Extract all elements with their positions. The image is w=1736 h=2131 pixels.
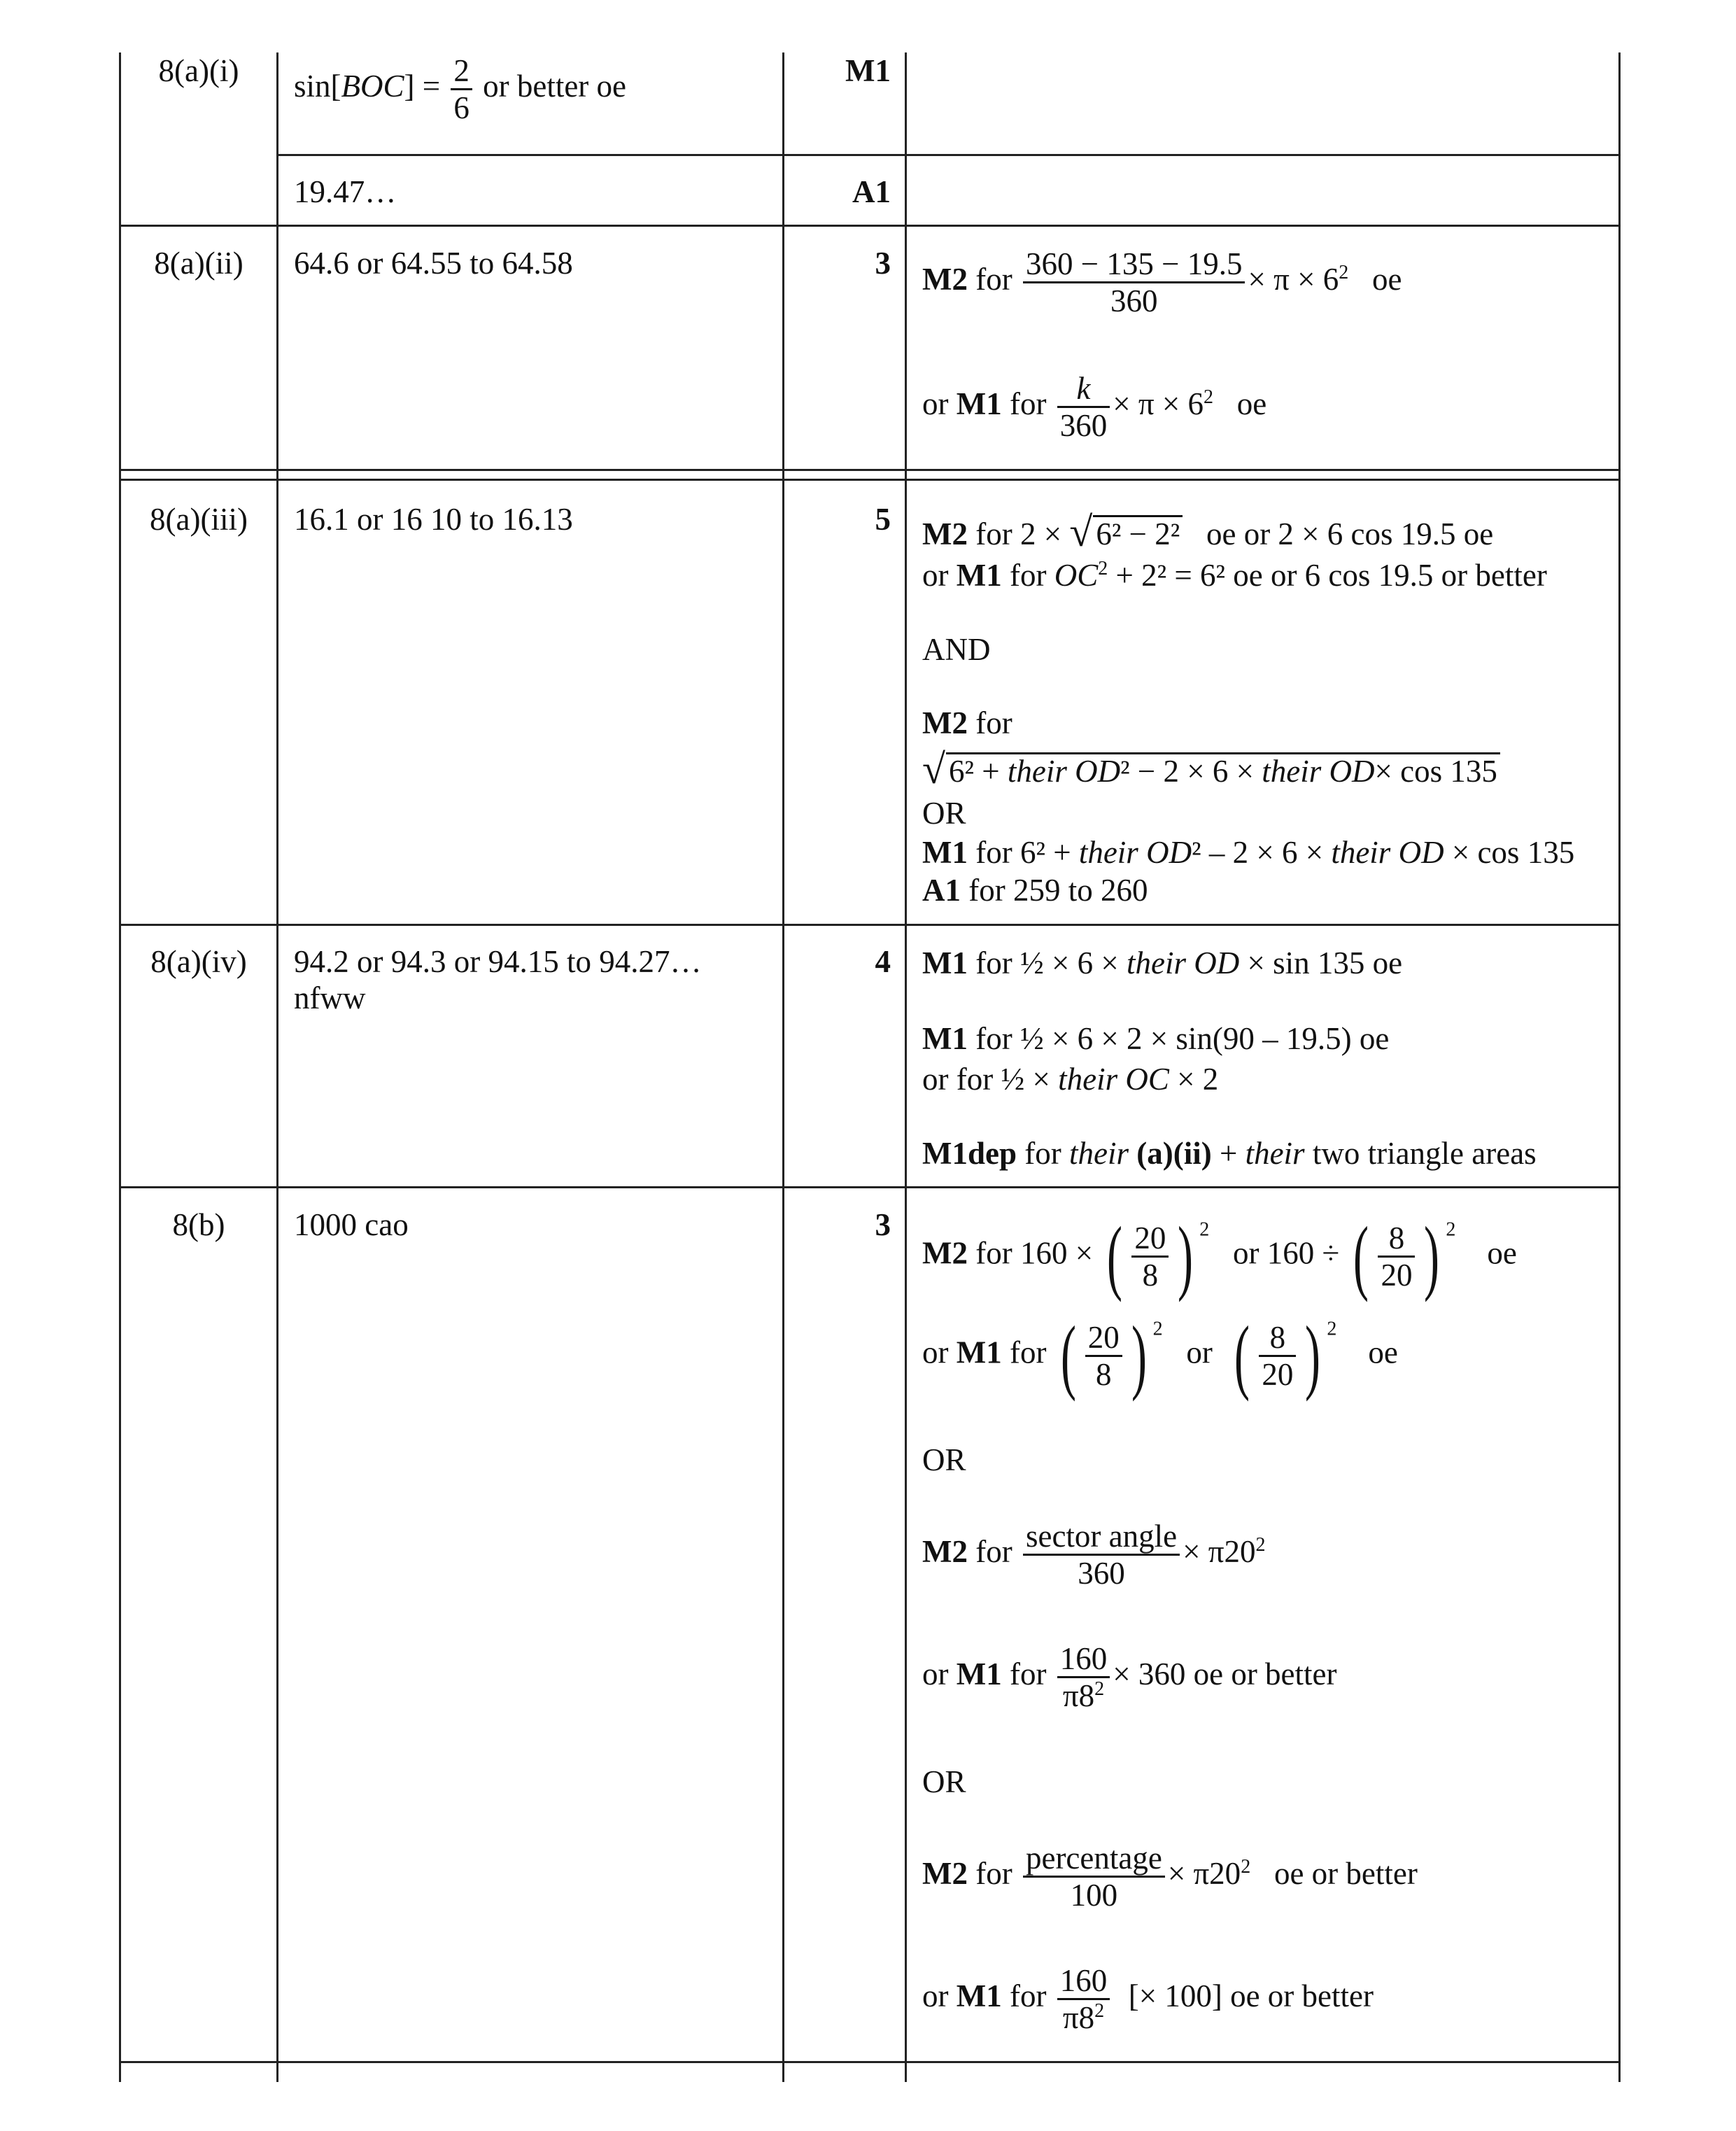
guidance-text: for 259 to 260 — [968, 873, 1148, 908]
guidance-m2 — [922, 246, 1402, 318]
guidance-fraction — [1259, 1320, 1296, 1392]
guidance-text: × 360 oe or better — [1113, 1656, 1337, 1692]
guidance-m1 — [922, 371, 1266, 443]
mark-value: 4 — [875, 944, 891, 979]
fraction-denominator: 8 — [1095, 1356, 1112, 1392]
guidance-text: oe — [1487, 1235, 1517, 1271]
guidance-fraction: $\frac{160}{\pi 8^2}$ — [1057, 1641, 1110, 1713]
guidance-text: for 160 × — [975, 1235, 1094, 1271]
guidance-line: OR — [922, 1764, 966, 1799]
fraction-numerator: 360 − 135 − 19.5 — [1023, 246, 1245, 283]
guidance-text: + — [1219, 1136, 1238, 1171]
mark-code: M2 — [922, 1235, 968, 1271]
answer-value: 94.2 or 94.3 or 94.15 to 94.27… — [294, 944, 702, 979]
radicand: ² − 2 × 6 × — [1120, 754, 1255, 789]
guidance-line — [922, 746, 1500, 792]
guidance-line: OR — [922, 1442, 966, 1477]
their-value: their OD — [1078, 835, 1192, 870]
answer-var: BOC — [341, 68, 404, 104]
guidance-text: or 160 ÷ — [1233, 1235, 1340, 1271]
question-number: 8(a)(ii) — [154, 246, 244, 281]
fraction-denominator: 20 — [1262, 1356, 1294, 1392]
mark-value: A1 — [852, 174, 891, 209]
left-paren: ( — [1353, 1209, 1369, 1302]
guidance-var: OC — [1054, 558, 1099, 593]
mark-code: M1 — [956, 1978, 1002, 2013]
superscript: 2 — [1339, 261, 1349, 283]
radicand: × cos 135 — [1374, 754, 1497, 789]
mark-value: 3 — [875, 1207, 891, 1242]
their-value: their OD — [1262, 754, 1375, 789]
fraction-denominator: 360 — [1059, 408, 1108, 443]
guidance-fraction — [1131, 1221, 1169, 1293]
guidance-fraction: $\frac{160}{\pi 8^2}$ — [1057, 1963, 1110, 2035]
mark-code: M1 — [922, 945, 968, 980]
fraction-denominator: π8 — [1062, 1678, 1095, 1713]
guidance-text: for — [1009, 558, 1047, 593]
guidance-text: [× 100] oe or better — [1128, 1978, 1374, 2013]
guidance-line — [922, 705, 1012, 741]
mark-code: M2 — [922, 261, 968, 297]
col-line-marks — [905, 52, 907, 2082]
fraction-denominator: 8 — [1142, 1257, 1159, 1293]
guidance-text: × π20 — [1183, 1533, 1256, 1569]
mark-code: M1dep — [922, 1136, 1017, 1171]
guidance-text: × sin 135 oe — [1247, 945, 1403, 980]
answer-value: 16.1 or 16 10 to 16.13 — [294, 502, 573, 537]
right-paren: ) — [1424, 1209, 1440, 1302]
col-line-question — [276, 52, 278, 2082]
guidance-fraction — [1085, 1320, 1122, 1392]
guidance-text: × π × 6 — [1113, 386, 1204, 421]
fraction-denominator: 100 — [1070, 1878, 1118, 1913]
guidance-text: two triangle areas — [1312, 1136, 1537, 1171]
answer-value: nfww — [294, 980, 366, 1015]
row-line-aiv-end — [119, 1186, 1621, 1188]
guidance-text: or for ½ × — [922, 1062, 1050, 1097]
guidance-line: OR — [922, 796, 966, 831]
guidance-text: for — [975, 1533, 1012, 1569]
mark-code: A1 — [922, 873, 961, 908]
guidance-text: or — [922, 1978, 949, 2013]
fraction-numerator: 20 — [1085, 1320, 1122, 1357]
part-reference: (a)(ii) — [1136, 1136, 1212, 1171]
guidance-text: for — [975, 1855, 1012, 1891]
mark-code: M1 — [956, 386, 1002, 421]
guidance-line — [922, 872, 1148, 908]
fraction-numerator: percentage — [1023, 1841, 1165, 1878]
left-paren: ( — [1107, 1209, 1123, 1302]
guidance-text: ² – 2 × 6 × — [1192, 835, 1324, 870]
guidance-line — [922, 1135, 1537, 1172]
fraction-numerator: 8 — [1378, 1221, 1415, 1258]
guidance-line: M2 for 160 × ( $\frac{20}{8}$ ) $^2$ or 160 ÷ ( $\frac{8}{20}$ ) $^2$ oe — [922, 1209, 1517, 1302]
fraction-numerator: 2 — [451, 53, 472, 90]
radicand: 6² + — [949, 754, 1000, 789]
guidance-text: × π20 — [1167, 1855, 1241, 1891]
guidance-line: M2 for $\frac{\text{percentage}}{100}$ × $\pi 20^2$ oe or better — [922, 1841, 1418, 1913]
mark-code: M1 — [956, 1656, 1002, 1692]
guidance-fraction — [1023, 1841, 1165, 1913]
guidance-text: oe — [1236, 386, 1267, 421]
mark-code: M2 — [922, 705, 968, 740]
answer-suffix: or better oe — [483, 68, 627, 104]
answer-fraction — [451, 53, 472, 125]
superscript: 2 — [1199, 1218, 1210, 1241]
guidance-fraction — [1023, 246, 1245, 318]
guidance-text: or — [922, 1656, 949, 1692]
right-paren: ) — [1305, 1309, 1321, 1402]
mark-value: M1 — [845, 53, 891, 88]
right-paren: ) — [1131, 1309, 1147, 1402]
guidance-line — [922, 834, 1574, 871]
mark-value: 5 — [875, 502, 891, 537]
fraction-denominator: π8 — [1062, 2000, 1095, 2035]
guidance-text: × π × 6 — [1248, 261, 1339, 297]
answer-mid: ] = — [404, 68, 441, 104]
guidance-text: for — [1009, 1978, 1047, 2013]
guidance-text: or — [922, 386, 949, 421]
fraction-denominator: 360 — [1110, 283, 1158, 318]
guidance-line: or M1 for $OC^2 + 2^2 = 6^2$ oe or 6 cos 19.5 or better — [922, 558, 1547, 593]
guidance-text: for 6² + — [975, 835, 1071, 870]
their-value: their — [1245, 1136, 1305, 1171]
guidance-line — [922, 1061, 1218, 1097]
their-value: their OC — [1058, 1062, 1169, 1097]
guidance-line — [922, 1641, 1337, 1713]
row-line-ai-split — [276, 154, 1621, 156]
fraction-numerator: k — [1057, 371, 1110, 408]
guidance-line — [922, 1963, 1374, 2035]
question-number: 8(b) — [172, 1207, 225, 1242]
mark-code: M1 — [956, 558, 1002, 593]
fraction-numerator: 8 — [1259, 1320, 1296, 1357]
their-value: their OD — [1331, 835, 1444, 870]
guidance-fraction — [1057, 371, 1110, 443]
guidance-text: or — [922, 1335, 949, 1370]
mark-code: M1 — [956, 1335, 1002, 1370]
their-value: their — [1068, 1136, 1129, 1171]
row-line-aii-end — [119, 469, 1621, 471]
guidance-text: for — [1009, 1656, 1047, 1692]
guidance-text: × 2 — [1177, 1062, 1219, 1097]
question-number: 8(a)(iv) — [150, 944, 247, 979]
their-value: their OD — [1126, 945, 1240, 980]
row-line-ai-end — [119, 225, 1621, 227]
fraction-denominator: 20 — [1381, 1257, 1413, 1293]
square-root: √ 6² + their OD² − 2 × 6 × their OD× cos 135 — [922, 752, 1500, 789]
square-root: √ 6² − 2² — [1069, 515, 1183, 552]
fraction-numerator: sector angle — [1023, 1519, 1180, 1556]
answer-value: 64.6 or 64.55 to 64.58 — [294, 246, 573, 281]
row-line-b-end — [119, 2061, 1621, 2063]
radicand: 6² − 2² — [1093, 515, 1183, 551]
answer-value: 1000 cao — [294, 1207, 409, 1242]
guidance-text: + 2² = 6² oe or 6 cos 19.5 or better — [1115, 558, 1547, 593]
mark-code: M2 — [922, 516, 968, 551]
guidance-text: for ½ × 6 × — [975, 945, 1119, 980]
guidance-text: for — [975, 705, 1012, 740]
guidance-text: or — [922, 558, 949, 593]
left-paren: ( — [1060, 1309, 1076, 1402]
guidance-text: for ½ × 6 × 2 × sin(90 – 19.5) oe — [975, 1021, 1390, 1056]
guidance-text: for — [1024, 1136, 1061, 1171]
col-line-answer — [782, 52, 784, 2082]
fraction-numerator: 160 — [1057, 1641, 1110, 1678]
row-line-aiii-start — [119, 479, 1621, 481]
right-paren: ) — [1178, 1209, 1194, 1302]
guidance-line — [922, 509, 1494, 555]
question-number: 8(a)(i) — [158, 53, 239, 88]
guidance-text: oe or better — [1273, 1855, 1418, 1891]
mark-code: M1 — [922, 835, 968, 870]
question-number: 8(a)(iii) — [150, 502, 248, 537]
row-line-aiii-end — [119, 924, 1621, 926]
guidance-line: AND — [922, 632, 991, 667]
guidance-text: oe — [1368, 1335, 1398, 1370]
mark-code: M2 — [922, 1533, 968, 1569]
col-line-right — [1618, 52, 1621, 2082]
fraction-denominator: 360 — [1078, 1556, 1125, 1591]
fraction-numerator: 20 — [1131, 1221, 1169, 1258]
guidance-text: for — [975, 261, 1012, 297]
guidance-line: or M1 for ( $\frac{20}{8}$ ) $^2$ or ( $\frac{8}{20}$ ) $^2$ oe — [922, 1309, 1398, 1402]
guidance-line: M2 for $\frac{\text{sector angle}}{360}$ × $\pi 20^2$ — [922, 1519, 1266, 1591]
answer-prefix: sin[ — [294, 68, 341, 104]
left-paren: ( — [1234, 1309, 1250, 1402]
answer-value: 19.47… — [294, 174, 397, 209]
superscript: 2 — [1203, 386, 1213, 408]
answer-sin-boc — [294, 53, 626, 125]
guidance-line — [922, 945, 1402, 981]
their-value: their OD — [1007, 754, 1121, 789]
guidance-text: for 2 × — [975, 516, 1062, 551]
fraction-numerator: 160 — [1057, 1963, 1110, 2000]
guidance-fraction — [1378, 1221, 1415, 1293]
mark-value: 3 — [875, 246, 891, 281]
col-line-left — [119, 52, 121, 2082]
guidance-text: oe — [1371, 261, 1402, 297]
guidance-text: × cos 135 — [1451, 835, 1575, 870]
guidance-text: or — [1186, 1335, 1213, 1370]
fraction-denominator: 6 — [453, 90, 470, 125]
guidance-line — [922, 1020, 1389, 1057]
guidance-fraction — [1023, 1519, 1180, 1591]
guidance-text: for — [1009, 1335, 1047, 1370]
mark-code: M1 — [922, 1021, 968, 1056]
mark-code: M2 — [922, 1855, 968, 1891]
guidance-text: for — [1009, 386, 1047, 421]
guidance-text: oe or 2 × 6 cos 19.5 oe — [1206, 516, 1494, 551]
